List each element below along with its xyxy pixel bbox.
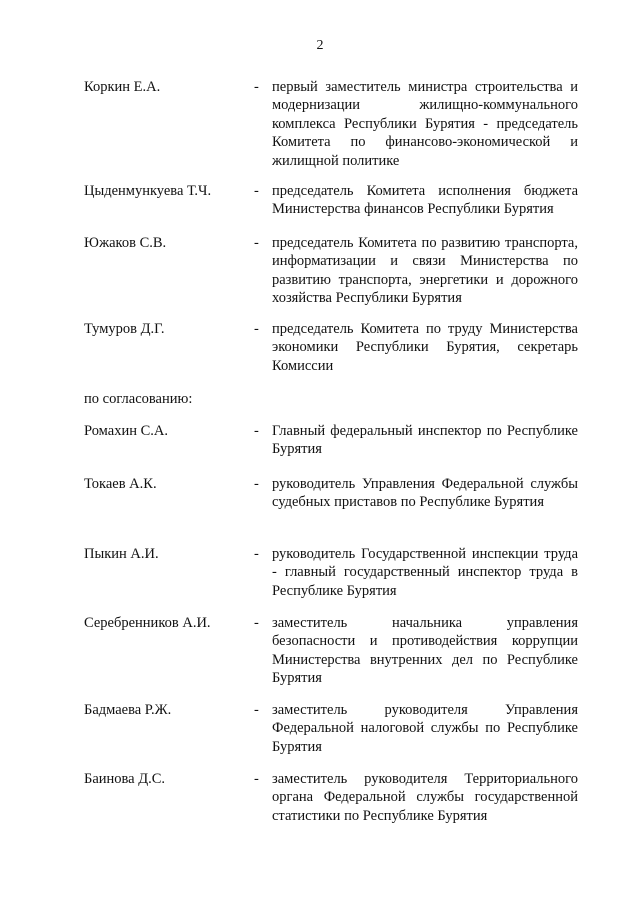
member-name: Бадмаева Р.Ж. (84, 702, 172, 718)
member-role: заместитель начальника управления безопасности и противодействия коррупции Министерства внутренних дел по Республике Бурятия (272, 615, 578, 687)
member-name: Пыкин А.И. (84, 546, 159, 562)
member-role: первый заместитель министра строительства и модернизации жилищно-коммунального комплекса Республики Бурятия - председатель Комитета по финансово-экономической и жилищной политике (272, 79, 578, 169)
member-name: Цыденмункуева Т.Ч. (84, 183, 212, 199)
member-role: Главный федеральный инспектор по Республике Бурятия (272, 423, 578, 458)
dash-separator: - (254, 615, 259, 631)
dash-separator: - (254, 702, 259, 718)
member-name: Ромахин С.А. (84, 423, 168, 439)
dash-separator: - (254, 235, 259, 251)
member-name: Коркин Е.А. (84, 79, 161, 95)
page-number: 2 (316, 38, 324, 53)
member-role: председатель Комитета исполнения бюджета Министерства финансов Республики Бурятия (272, 183, 578, 218)
member-role: руководитель Государственной инспекции труда - главный государственный инспектор труда в Республике Бурятия (272, 546, 578, 599)
member-role: председатель Комитета по труду Министерства экономики Республики Бурятия, секретарь Комиссии (272, 321, 578, 374)
member-role: заместитель руководителя Территориального органа Федеральной службы государственной статистики по Республике Бурятия (272, 771, 578, 824)
dash-separator: - (254, 546, 259, 562)
dash-separator: - (254, 423, 259, 439)
dash-separator: - (254, 183, 259, 199)
member-role: председатель Комитета по развитию транспорта, информатизации и связи Министерства по развитию транспорта, энергетики и дорожного хозяйства Республики Бурятия (272, 235, 578, 307)
member-name: Баинова Д.С. (84, 771, 166, 787)
member-role: заместитель руководителя Управления Федеральной налоговой службы по Республике Бурятия (272, 702, 578, 755)
member-role: руководитель Управления Федеральной службы судебных приставов по Республике Бурятия (272, 476, 578, 511)
member-name: Тумуров Д.Г. (84, 321, 165, 337)
member-name: Южаков С.В. (84, 235, 167, 251)
member-name: Токаев А.К. (84, 476, 157, 492)
member-name: Серебренников А.И. (84, 615, 211, 631)
dash-separator: - (254, 476, 259, 492)
dash-separator: - (254, 771, 259, 787)
dash-separator: - (254, 79, 259, 95)
dash-separator: - (254, 321, 259, 337)
agreement-label: по согласованию: (84, 391, 193, 407)
